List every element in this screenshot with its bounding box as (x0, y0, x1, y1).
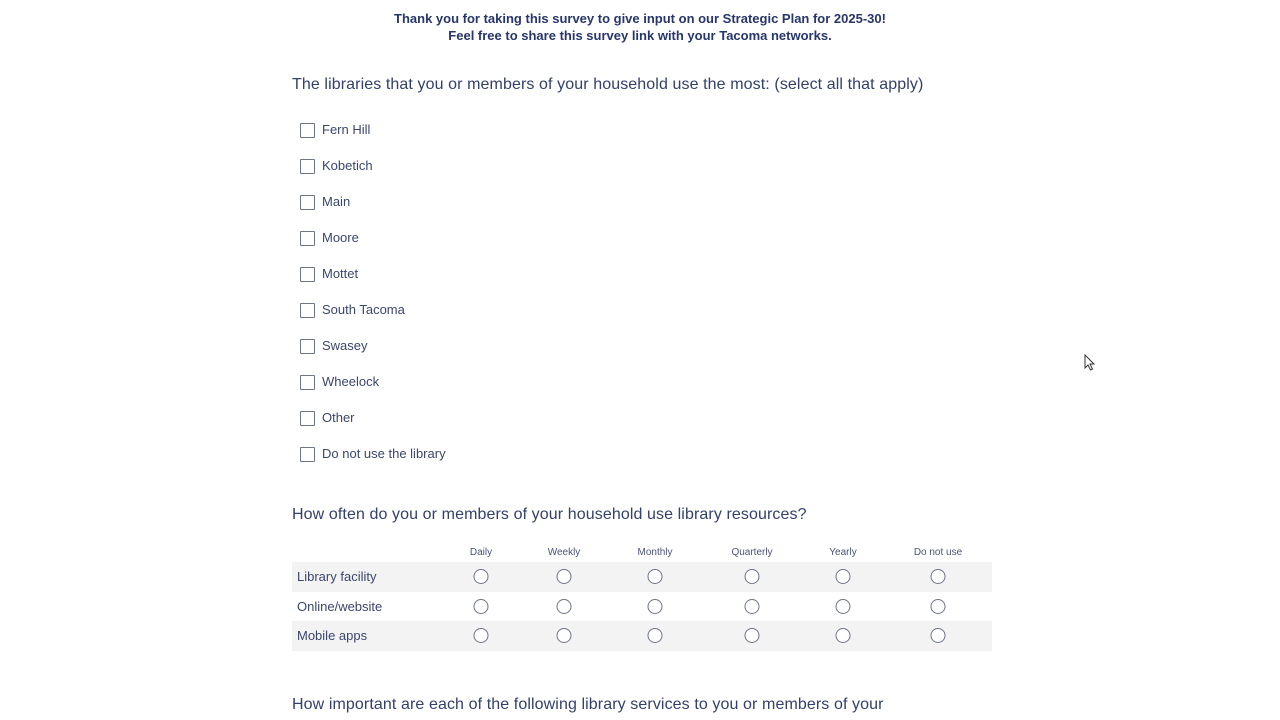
checkbox[interactable] (300, 447, 315, 462)
option-fern-hill[interactable] (300, 120, 446, 156)
option-do-not-use[interactable] (300, 444, 446, 480)
checkbox[interactable] (300, 303, 315, 318)
option-moore[interactable] (300, 228, 446, 264)
checkbox[interactable] (300, 375, 315, 390)
radio-daily[interactable] (474, 599, 489, 614)
option-main[interactable] (300, 192, 446, 228)
radio-weekly[interactable] (557, 569, 572, 584)
mouse-cursor-icon (1084, 354, 1096, 371)
option-label: Swasey (322, 338, 368, 353)
row-label: Mobile apps (297, 628, 368, 644)
radio-yearly[interactable] (836, 569, 851, 584)
frequency-matrix (292, 544, 992, 651)
column-header: Weekly (547, 547, 581, 558)
radio-do-not-use[interactable] (931, 628, 946, 643)
checkbox[interactable] (300, 195, 315, 210)
option-south-tacoma[interactable] (300, 300, 446, 336)
radio-quarterly[interactable] (745, 628, 760, 643)
checkbox[interactable] (300, 339, 315, 354)
option-label: Wheelock (322, 374, 380, 389)
radio-quarterly[interactable] (745, 599, 760, 614)
column-header: Yearly (829, 547, 857, 558)
option-label: Mottet (322, 266, 359, 281)
column-header: Quarterly (731, 547, 773, 558)
column-header: Monthly (637, 547, 673, 558)
checkbox[interactable] (300, 267, 315, 282)
radio-do-not-use[interactable] (931, 599, 946, 614)
matrix-row-mobile-apps (292, 621, 992, 651)
survey-intro (0, 10, 1280, 44)
radio-yearly[interactable] (836, 599, 851, 614)
column-header: Do not use (913, 547, 963, 558)
intro-line-2: Feel free to share this survey link with your Tacoma networks. (448, 28, 832, 43)
library-options (300, 120, 446, 480)
option-wheelock[interactable] (300, 372, 446, 408)
option-kobetich[interactable] (300, 156, 446, 192)
option-label: Main (322, 194, 351, 209)
radio-monthly[interactable] (648, 628, 663, 643)
radio-do-not-use[interactable] (931, 569, 946, 584)
option-swasey[interactable] (300, 336, 446, 372)
option-label: Do not use the library (322, 446, 446, 461)
question-libraries-used: The libraries that you or members of your household use the most: (select all that apply) (292, 76, 924, 93)
checkbox[interactable] (300, 159, 315, 174)
radio-monthly[interactable] (648, 599, 663, 614)
option-label: Other (322, 410, 355, 425)
row-label: Library facility (297, 569, 377, 584)
option-mottet[interactable] (300, 264, 446, 300)
option-label: South Tacoma (322, 302, 405, 317)
column-header: Daily (469, 547, 493, 558)
option-other[interactable] (300, 408, 446, 444)
question-service-importance: How important are each of the following library services to you or members of your (292, 696, 884, 713)
radio-monthly[interactable] (648, 569, 663, 584)
radio-weekly[interactable] (557, 599, 572, 614)
option-label: Kobetich (322, 158, 373, 173)
matrix-row-online-website (292, 592, 992, 622)
option-label: Moore (322, 230, 359, 245)
checkbox[interactable] (300, 231, 315, 246)
option-label: Fern Hill (322, 122, 371, 137)
row-label: Online/website (297, 598, 383, 614)
radio-daily[interactable] (474, 569, 489, 584)
radio-quarterly[interactable] (745, 569, 760, 584)
radio-daily[interactable] (474, 628, 489, 643)
intro-line-1: Thank you for taking this survey to give input on our Strategic Plan for 2025-30! (394, 11, 886, 26)
matrix-header (292, 544, 992, 562)
question-usage-frequency: How often do you or members of your household use library resources? (292, 506, 807, 523)
radio-yearly[interactable] (836, 628, 851, 643)
checkbox[interactable] (300, 411, 315, 426)
matrix-row-library-facility (292, 562, 992, 592)
checkbox[interactable] (300, 123, 315, 138)
radio-weekly[interactable] (557, 628, 572, 643)
